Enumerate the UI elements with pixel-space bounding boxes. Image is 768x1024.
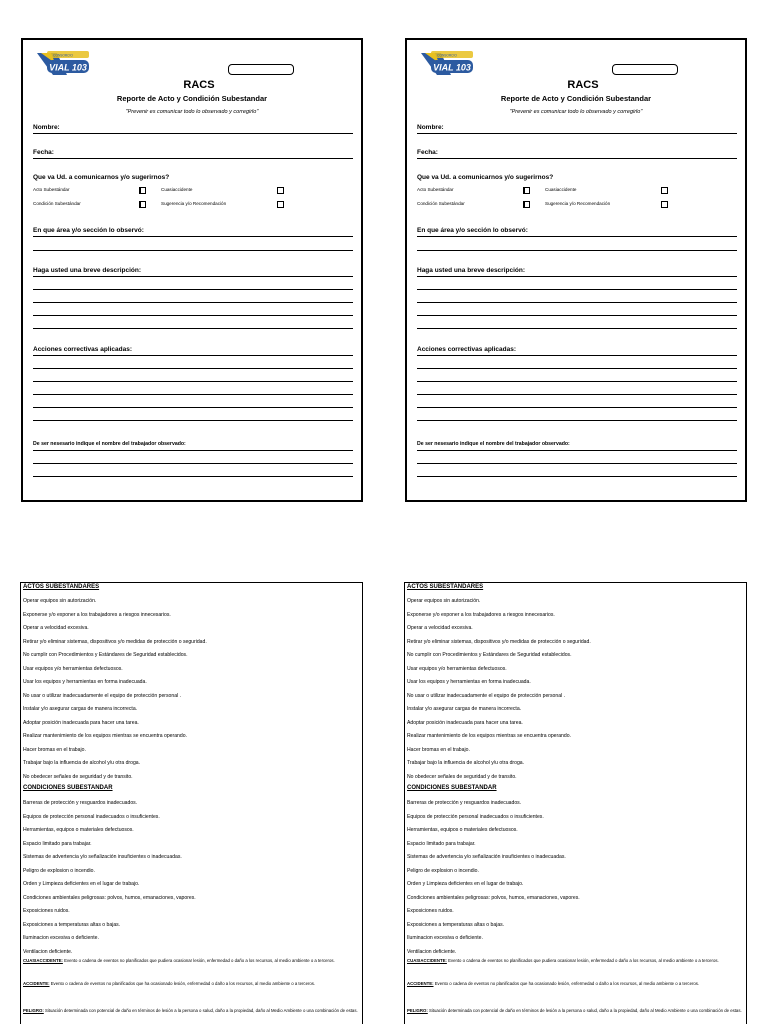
acto-item: Hacer bromas en el trabajo. [23, 746, 86, 753]
form-number-box [612, 64, 678, 75]
worker-line[interactable] [417, 450, 737, 451]
description-label: Haga usted una breve descripción: [33, 267, 142, 274]
option-sugerencia-label: Sugerencia y/o Recomendación [545, 201, 611, 206]
condicion-item: Herramientas, equipos o materiales defectuosos. [23, 827, 134, 833]
definition-text: Situación determinada con potencial de daño en términos de lesión a la persona o salud, daño a la propiedad, daño al Medio Ambiente o una combinación de estas. [43, 1008, 358, 1013]
condicion-item: Ventilacion deficiente. [23, 948, 73, 955]
condicion-item: Espacio limitado para trabajar. [407, 840, 476, 847]
logo-small-text: CONSORCIO [437, 53, 457, 58]
acto-item: Retirar y/o eliminar sistemas, dispositivos y/o medidas de protección o seguridad. [407, 638, 591, 645]
description-line[interactable] [33, 315, 353, 316]
actions-line[interactable] [417, 420, 737, 421]
worker-line[interactable] [417, 463, 737, 464]
actions-line[interactable] [33, 394, 353, 395]
actions-line[interactable] [417, 381, 737, 382]
area-line-2[interactable] [33, 250, 353, 251]
condicion-item: Exposiciones ruidos. [23, 908, 70, 914]
acto-item: Trabajar bajo la influencia de alcohol y/u otra droga. [23, 760, 141, 766]
legend-right [404, 582, 747, 1024]
acto-item: No cumplir con Procedimientos y Estándares de Seguridad establecidos. [407, 652, 572, 658]
area-line-1[interactable] [33, 236, 353, 237]
definition-cuasiaccidente [23, 958, 359, 965]
checkbox-acto[interactable] [523, 187, 530, 194]
actos-heading: ACTOS SUBESTANDARES [407, 584, 484, 590]
condicion-item: Herramientas, equipos o materiales defectuosos. [407, 827, 518, 833]
condicion-item: Exposiciones a temperaturas altas o bajas. [23, 921, 121, 928]
form-title: RACS [567, 79, 599, 91]
condicion-item: Iluminacion excesiva o deficiente. [23, 935, 99, 941]
form-slogan: "Prevenir es comunicar todo lo observado y corregirlo" [125, 109, 259, 115]
description-line[interactable] [33, 276, 353, 277]
acto-item: Hacer bromas en el trabajo. [407, 746, 470, 753]
acto-item: No cumplir con Procedimientos y Estándares de Seguridad establecidos. [23, 652, 188, 658]
date-line[interactable] [417, 158, 737, 159]
acto-item: Usar equipos y/o herramientas defectuosos. [407, 665, 507, 672]
acto-item: Usar los equipos y herramientas en forma inadecuada. [407, 679, 531, 685]
acto-item: Usar equipos y/o herramientas defectuosos. [23, 665, 123, 672]
actions-line[interactable] [33, 407, 353, 408]
definition-term: CUASIACCIDENTE: [23, 958, 63, 963]
option-sugerencia-label: Sugerencia y/o Recomendación [161, 201, 227, 206]
description-line[interactable] [33, 328, 353, 329]
checkbox-condicion[interactable] [139, 201, 146, 208]
question-label: Que va Ud. a comunicarnos y/o sugerirnos? [33, 174, 170, 181]
acto-item: Retirar y/o eliminar sistemas, dispositivos y/o medidas de protección o seguridad. [23, 638, 207, 645]
definition-peligro [407, 1008, 743, 1015]
name-label: Nombre: [417, 124, 444, 131]
option-acto-label: Acto Subestándar [417, 187, 454, 192]
actions-line[interactable] [33, 368, 353, 369]
form-subtitle: Reporte de Acto y Condición Subestandar [116, 94, 268, 103]
actions-label: Acciones correctivas aplicadas: [33, 346, 132, 353]
checkbox-condicion[interactable] [523, 201, 530, 208]
racs-form-right [405, 38, 747, 502]
condicion-item: Exposiciones ruidos. [407, 908, 454, 914]
checkbox-sugerencia[interactable] [661, 201, 668, 208]
option-condicion-label: Condición Subestándar [417, 201, 465, 206]
logo-text: VIAL 103 [49, 62, 87, 73]
actions-line[interactable] [33, 355, 353, 356]
actions-line[interactable] [417, 407, 737, 408]
acto-item: No usar o utilizar inadecuadamente el equipo de protección personal . [23, 692, 182, 699]
acto-item: Exponerse y/o exponer a los trabajadores a riesgos innecesarios. [23, 611, 171, 618]
acto-item: Operar a velocidad excesiva. [23, 625, 89, 631]
acto-item: Instalar y/o asegurar cargas de manera incorrecta. [407, 706, 522, 712]
actos-heading: ACTOS SUBESTANDARES [23, 584, 100, 590]
description-line[interactable] [417, 315, 737, 316]
worker-label: De ser nesesario indique el nombre del trabajador observado: [417, 441, 570, 447]
worker-line[interactable] [33, 463, 353, 464]
description-line[interactable] [33, 302, 353, 303]
acto-item: Operar a velocidad excesiva. [407, 625, 473, 631]
acto-item: Adoptar posición inadecuada para hacer una tarea. [23, 719, 139, 726]
date-label: Fecha: [33, 149, 54, 156]
option-cuasi-label: Cuasiaccidente [545, 187, 577, 192]
worker-label: De ser nesesario indique el nombre del trabajador observado: [33, 441, 186, 447]
condicion-item: Barreras de protección y resguardos inadecuados. [23, 800, 138, 806]
actions-label: Acciones correctivas aplicadas: [417, 346, 516, 353]
form-slogan: "Prevenir es comunicar todo lo observado y corregirlo" [509, 109, 643, 115]
date-line[interactable] [33, 158, 353, 159]
definition-accidente [23, 981, 359, 988]
condicion-item: Espacio limitado para trabajar. [23, 840, 92, 847]
checkbox-cuasi[interactable] [661, 187, 668, 194]
checkbox-sugerencia[interactable] [277, 201, 284, 208]
definition-cuasiaccidente [407, 958, 743, 965]
description-line[interactable] [417, 302, 737, 303]
condicion-item: Equipos de protección personal inadecuados o insuficientes. [407, 813, 544, 820]
definition-text: Evento o cadena de eventos no planificados que pudiera ocasionar lesión, enfermedad o daño a los recursos, al medio ambiente o a terceros. [62, 958, 335, 963]
description-line[interactable] [417, 328, 737, 329]
condicion-item: Condiciones ambientales peligrosas: polvos, humos, emanaciones, vapores. [23, 894, 196, 901]
name-label: Nombre: [33, 124, 60, 131]
checkbox-acto[interactable] [139, 187, 146, 194]
logo-small-text: CONSORCIO [53, 53, 73, 58]
definition-text: Evento o cadena de eventos no planificados que ha ocasionado lesión, enfermedad o daño a los recursos, al medio ambiente o a terceros. [433, 981, 700, 986]
condicion-item: Sistemas de advertencia y/o señalización insuficientes o inadecuadas. [407, 854, 566, 860]
definition-peligro [23, 1008, 359, 1015]
actions-line[interactable] [33, 420, 353, 421]
form-title: RACS [183, 79, 215, 91]
acto-item: Exponerse y/o exponer a los trabajadores a riesgos innecesarios. [407, 611, 555, 618]
acto-item: Operar equipos sin autorización. [407, 598, 481, 604]
condicion-item: Ventilacion deficiente. [407, 948, 457, 955]
definition-term: PELIGRO: [23, 1008, 44, 1013]
option-condicion-label: Condición Subestándar [33, 201, 81, 206]
condicion-item: Peligro de explosion o incendio. [407, 867, 479, 874]
acto-item: Operar equipos sin autorización. [23, 598, 97, 604]
acto-item: No obedecer señales de seguridad y de transito. [407, 773, 517, 780]
definition-term: PELIGRO: [407, 1008, 428, 1013]
actions-line[interactable] [33, 381, 353, 382]
condicion-item: Orden y Limpieza deficientes en el lugar de trabajo. [23, 881, 140, 887]
definition-text: Evento o cadena de eventos no planificados que pudiera ocasionar lesión, enfermedad o daño a los recursos, al medio ambiente o a terceros. [446, 958, 719, 963]
option-acto-label: Acto Subestándar [33, 187, 70, 192]
acto-item: Realizar mantenimiento de los equipos mientras se encuentra operando. [23, 733, 187, 739]
legend-left [20, 582, 363, 1024]
acto-item: Realizar mantenimiento de los equipos mientras se encuentra operando. [407, 733, 571, 739]
condiciones-heading: CONDICIONES SUBESTANDAR [23, 785, 113, 791]
worker-line[interactable] [33, 450, 353, 451]
acto-item: No obedecer señales de seguridad y de transito. [23, 773, 133, 780]
area-line-2[interactable] [417, 250, 737, 251]
condicion-item: Iluminacion excesiva o deficiente. [407, 935, 483, 941]
definition-term: ACCIDENTE: [23, 981, 50, 986]
condicion-item: Orden y Limpieza deficientes en el lugar de trabajo. [407, 881, 524, 887]
checkbox-cuasi[interactable] [277, 187, 284, 194]
condicion-item: Barreras de protección y resguardos inadecuados. [407, 800, 522, 806]
condicion-item: Sistemas de advertencia y/o señalización insuficientes o inadecuadas. [23, 854, 182, 860]
actions-line[interactable] [417, 368, 737, 369]
actions-line[interactable] [417, 394, 737, 395]
condicion-item: Peligro de explosion o incendio. [23, 867, 95, 874]
condiciones-heading: CONDICIONES SUBESTANDAR [407, 785, 497, 791]
acto-item: No usar o utilizar inadecuadamente el equipo de protección personal . [407, 692, 566, 699]
area-label: En que área y/o sección lo observó: [33, 227, 144, 234]
description-line[interactable] [417, 276, 737, 277]
condicion-item: Condiciones ambientales peligrosas: polvos, humos, emanaciones, vapores. [407, 894, 580, 901]
name-line[interactable] [417, 133, 737, 134]
condicion-item: Equipos de protección personal inadecuados o insuficientes. [23, 813, 160, 820]
acto-item: Instalar y/o asegurar cargas de manera incorrecta. [23, 706, 138, 712]
option-cuasi-label: Cuasiaccidente [161, 187, 193, 192]
racs-form-left [21, 38, 363, 502]
name-line[interactable] [33, 133, 353, 134]
description-line[interactable] [417, 289, 737, 290]
form-subtitle: Reporte de Acto y Condición Subestandar [500, 94, 652, 103]
logo-text: VIAL 103 [433, 62, 471, 73]
worker-line[interactable] [33, 476, 353, 477]
question-label: Que va Ud. a comunicarnos y/o sugerirnos? [417, 174, 554, 181]
definition-text: Situación determinada con potencial de daño en términos de lesión a la persona o salud, daño a la propiedad, daño al Medio Ambiente o una combinación de estas. [427, 1008, 742, 1013]
area-label: En que área y/o sección lo observó: [417, 227, 528, 234]
worker-line[interactable] [417, 476, 737, 477]
condicion-item: Exposiciones a temperaturas altas o bajas. [407, 921, 505, 928]
description-label: Haga usted una breve descripción: [417, 267, 526, 274]
date-label: Fecha: [417, 149, 438, 156]
acto-item: Trabajar bajo la influencia de alcohol y/u otra droga. [407, 760, 525, 766]
actions-line[interactable] [417, 355, 737, 356]
acto-item: Adoptar posición inadecuada para hacer una tarea. [407, 719, 523, 726]
description-line[interactable] [33, 289, 353, 290]
definition-term: CUASIACCIDENTE: [407, 958, 447, 963]
definition-term: ACCIDENTE: [407, 981, 434, 986]
definition-text: Evento o cadena de eventos no planificados que ha ocasionado lesión, enfermedad o daño a los recursos, al medio ambiente o a terceros. [49, 981, 316, 986]
form-number-box [228, 64, 294, 75]
definition-accidente [407, 981, 743, 988]
area-line-1[interactable] [417, 236, 737, 237]
acto-item: Usar los equipos y herramientas en forma inadecuada. [23, 679, 147, 685]
